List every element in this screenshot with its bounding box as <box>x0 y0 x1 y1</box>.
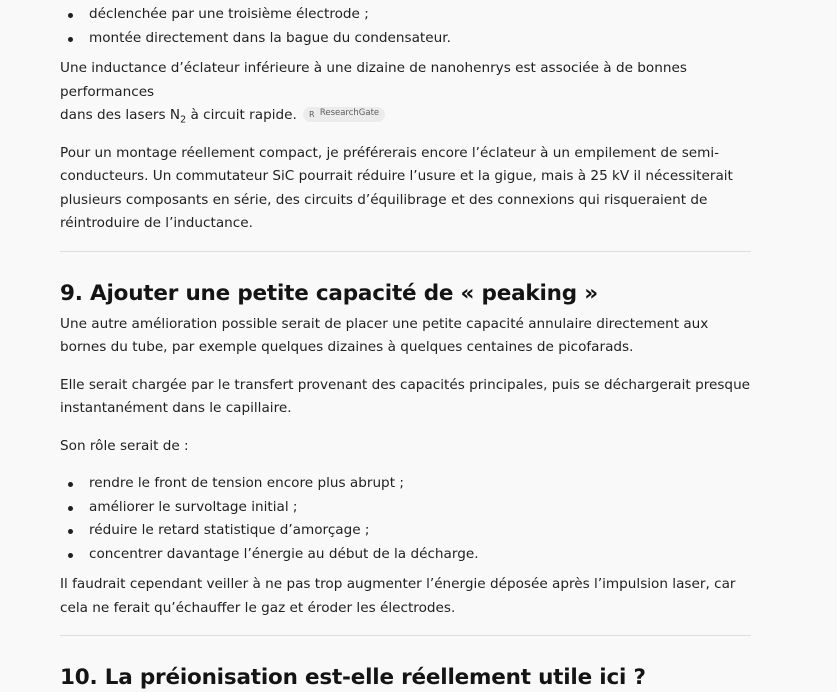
paragraph-line: Une inductance d’éclateur inférieure à une dizaine de nanohenrys est associée à de bonnes performances <box>60 60 687 100</box>
paragraph-text: à circuit rapide. <box>186 107 297 123</box>
section-9-paragraph-2: Elle serait chargée par le transfert provenant des capacités principales, puis se déchargerait presque instantanément dans le capillaire. <box>60 376 751 416</box>
list-item: rendre le front de tension encore plus abrupt ; <box>60 472 751 496</box>
top-bullet-list <box>60 3 751 50</box>
paragraph-inductance <box>60 57 751 128</box>
svg-text:R: R <box>308 110 315 119</box>
list-item: améliorer le survoltage initial ; <box>60 496 751 520</box>
section-9-bullet-list <box>60 472 751 566</box>
citation-chip[interactable] <box>303 107 385 122</box>
section-10-heading: 10. La préionisation est-elle réellement utile ici ? <box>60 665 646 690</box>
subscript: 2 <box>180 114 187 126</box>
list-item: déclenchée par une troisième électrode ; <box>60 3 751 27</box>
list-item: réduire le retard statistique d’amorçage ; <box>60 519 751 543</box>
researchgate-icon <box>309 110 317 118</box>
paragraph-compact: Pour un montage réellement compact, je préférerais encore l’éclateur à un empilement de semi-conducteurs. Un commutateur SiC pourrait réduire l’usure et la gigue, mais à 25 kV il nécessiterait plusieurs composants en série, des circuits d’équilibrage et des connexions qui risqueraient de réintroduire de l’inductance. <box>60 144 733 231</box>
citation-label: ResearchGate <box>319 108 380 119</box>
section-9-paragraph-4: Il faudrait cependant veiller à ne pas trop augmenter l’énergie déposée après l’impulsion laser, car cela ne ferait qu’échauffer le gaz et éroder les électrodes. <box>60 576 736 616</box>
paragraph-text: dans des lasers N <box>60 107 181 123</box>
section-9-paragraph-3: Son rôle serait de : <box>60 437 189 454</box>
section-9-paragraph-1: Une autre amélioration possible serait de placer une petite capacité annulaire directement aux bornes du tube, par exemple quelques dizaines à quelques centaines de picofarads. <box>60 315 709 355</box>
response-content <box>60 3 751 692</box>
list-item: montée directement dans la bague du condensateur. <box>60 27 751 51</box>
section-9-heading: 9. Ajouter une petite capacité de « peaking » <box>60 280 598 306</box>
list-item: concentrer davantage l’énergie au début de la décharge. <box>60 543 751 567</box>
